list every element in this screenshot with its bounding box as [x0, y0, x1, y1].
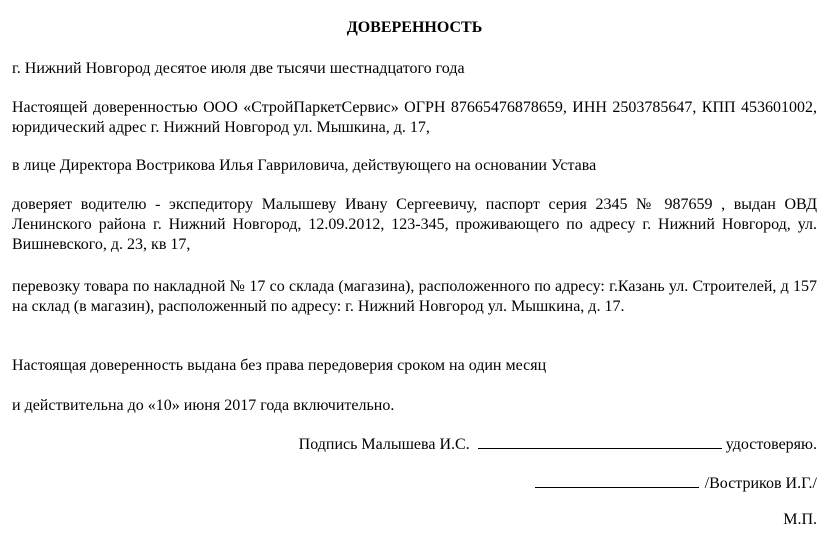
driver-paragraph: доверяет водителю - экспедитору Малышеву Ивану Сергеевичу, паспорт серия 2345 № 987659 , выдан ОВД Ленинского района г. Нижний Новгород, 12.09.2012, 123-345, проживающего по адресу г. Нижний Новгород, ул. Вишневского, д. 23, кв 17, — [12, 196, 817, 253]
signature-label: Подпись Малышева И.С. — [298, 436, 470, 453]
validity-paragraph: и действительна до «10» июня 2017 года включительно. — [12, 397, 395, 414]
transport-paragraph: перевозку товара по накладной № 17 со склада (магазина), расположенного по адресу: г.Казань ул. Строителей, д 157 на склад (в магазин), расположенный по адресу: г. Нижний Новгород ул. Мышкина, д. 17. — [12, 278, 817, 315]
director-signature-blank — [535, 473, 699, 488]
director-signature-line — [535, 473, 817, 494]
place-date-line: г. Нижний Новгород десятое июля две тысячи шестнадцатого года — [12, 60, 465, 77]
director-name: /Востриков И.Г./ — [704, 475, 817, 492]
director-paragraph: в лице Директора Вострикова Илья Гавриловича, действующего на основании Устава — [12, 157, 597, 174]
signature-line — [299, 434, 817, 455]
terms-paragraph: Настоящая доверенность выдана без права передоверия сроком на один месяц — [12, 357, 547, 374]
document-title: ДОВЕРЕННОСТЬ — [346, 19, 483, 36]
signature-blank — [478, 434, 722, 449]
company-paragraph: Настоящей доверенностью ООО «СтройПаркетСервис» ОГРН 87665476878659, ИНН 2503785647, КПП 453601002, юридический адрес г. Нижний Новгород ул. Мышкина, д. 17, — [12, 99, 817, 136]
signature-suffix: удостоверяю. — [725, 436, 817, 453]
stamp-place: М.П. — [783, 511, 817, 528]
